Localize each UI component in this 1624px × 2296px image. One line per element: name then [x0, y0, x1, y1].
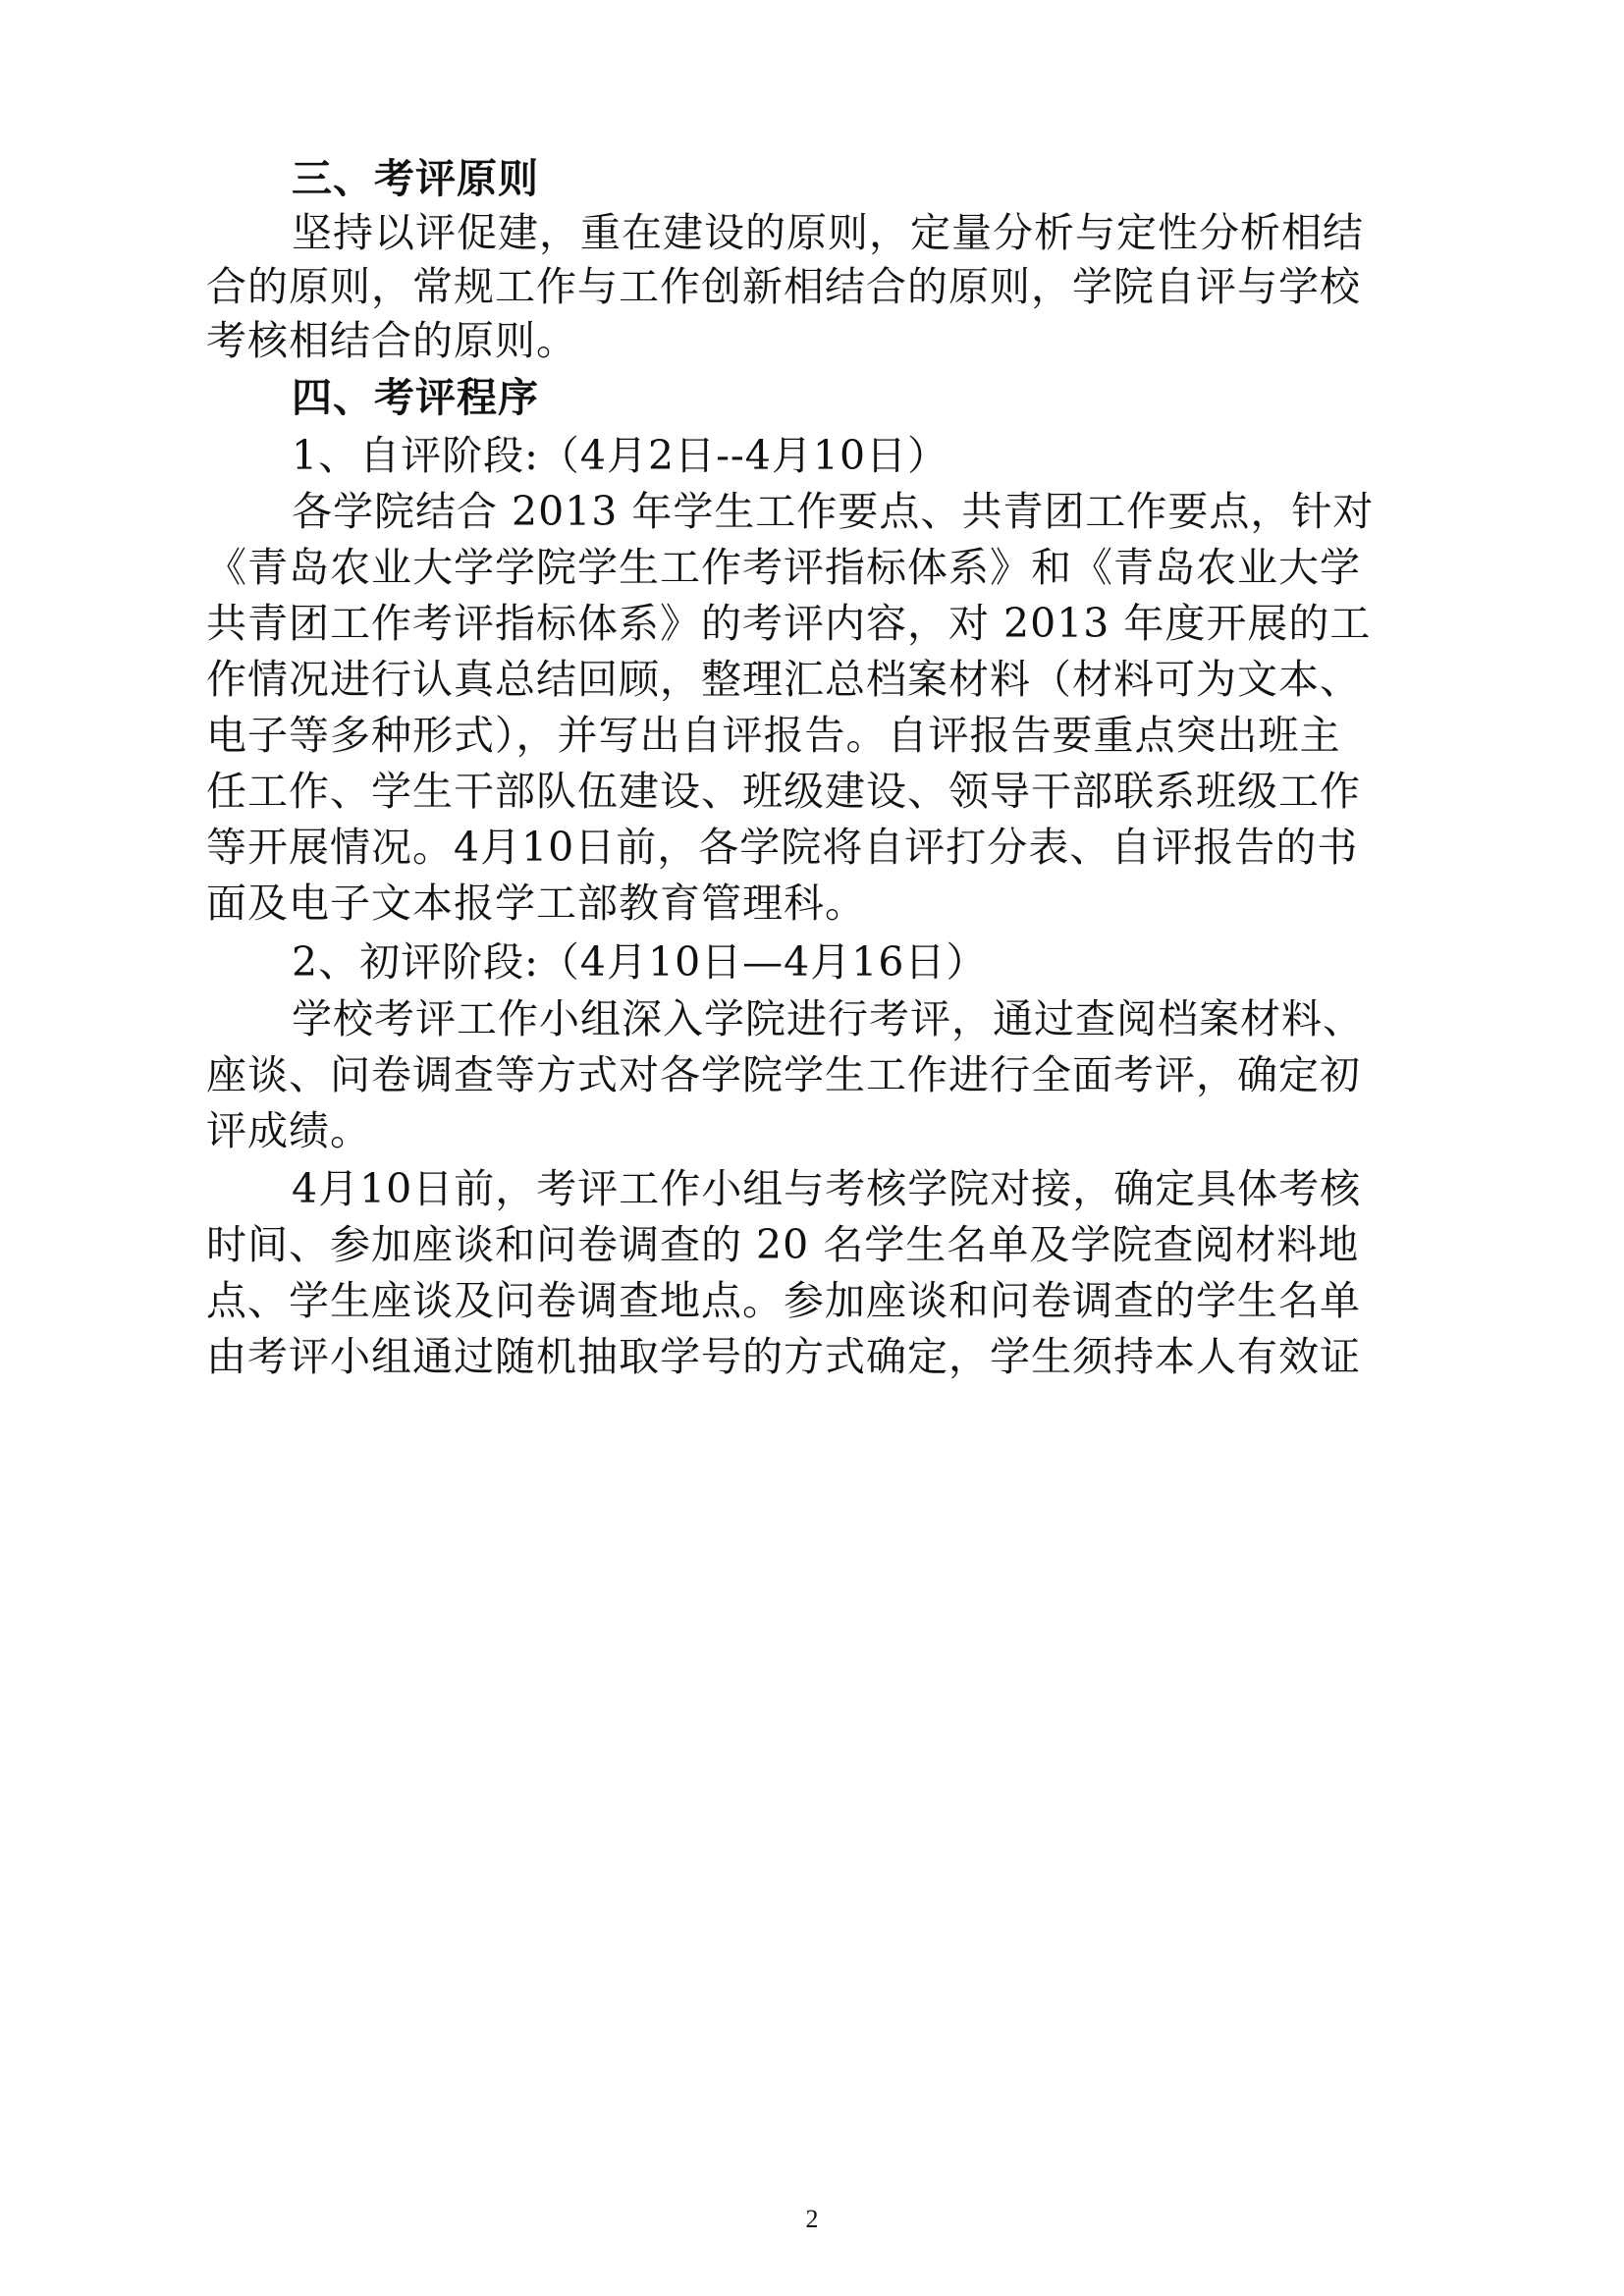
page-number: 2	[805, 2205, 819, 2233]
stage-two-title: 2、初评阶段:（4月10日—4月16日）	[292, 938, 988, 986]
paragraph-line: 由考评小组通过随机抽取学号的方式确定，学生须持本人有效证	[206, 1333, 1361, 1380]
paragraph-line: 《青岛农业大学学院学生工作考评指标体系》和《青岛农业大学	[206, 544, 1361, 591]
paragraph-line: 评成绩。	[206, 1107, 371, 1154]
section-three-heading: 三、考评原则	[292, 155, 539, 202]
paragraph-line: 坚持以评促建，重在建设的原则，定量分析与定性分析相结	[292, 209, 1364, 256]
paragraph-line: 共青团工作考评指标体系》的考评内容，对 2013 年度开展的工	[206, 600, 1372, 647]
paragraph-line: 任工作、学生干部队伍建设、班级建设、领导干部联系班级工作	[206, 768, 1361, 815]
paragraph-line: 学校考评工作小组深入学院进行考评，通过查阅档案材料、	[292, 995, 1364, 1042]
paragraph-line: 等开展情况。4月10日前，各学院将自评打分表、自评报告的书	[206, 824, 1359, 871]
section-four-heading: 四、考评程序	[292, 374, 539, 421]
paragraph-line: 点、学生座谈及问卷调查地点。参加座谈和问卷调查的学生名单	[206, 1277, 1361, 1324]
paragraph-line: 各学院结合 2013 年学生工作要点、共青团工作要点，针对	[292, 488, 1375, 535]
stage-one-title: 1、自评阶段:（4月2日--4月10日）	[292, 432, 949, 479]
paragraph-line: 面及电子文本报学工部教育管理科。	[206, 880, 866, 927]
paragraph-line: 考核相结合的原则。	[206, 317, 577, 364]
paragraph-line: 电子等多种形式），并写出自评报告。自评报告要重点突出班主	[206, 712, 1341, 759]
paragraph-line: 座谈、问卷调查等方式对各学院学生工作进行全面考评，确定初	[206, 1051, 1361, 1098]
paragraph-line: 时间、参加座谈和问卷调查的 20 名学生名单及学院查阅材料地	[206, 1221, 1360, 1268]
paragraph-line: 作情况进行认真总结回顾，整理汇总档案材料（材料可为文本、	[206, 656, 1361, 703]
paragraph-line: 4月10日前，考评工作小组与考核学院对接，确定具体考核	[292, 1165, 1362, 1212]
paragraph-line: 合的原则，常规工作与工作创新相结合的原则，学院自评与学校	[206, 263, 1361, 310]
